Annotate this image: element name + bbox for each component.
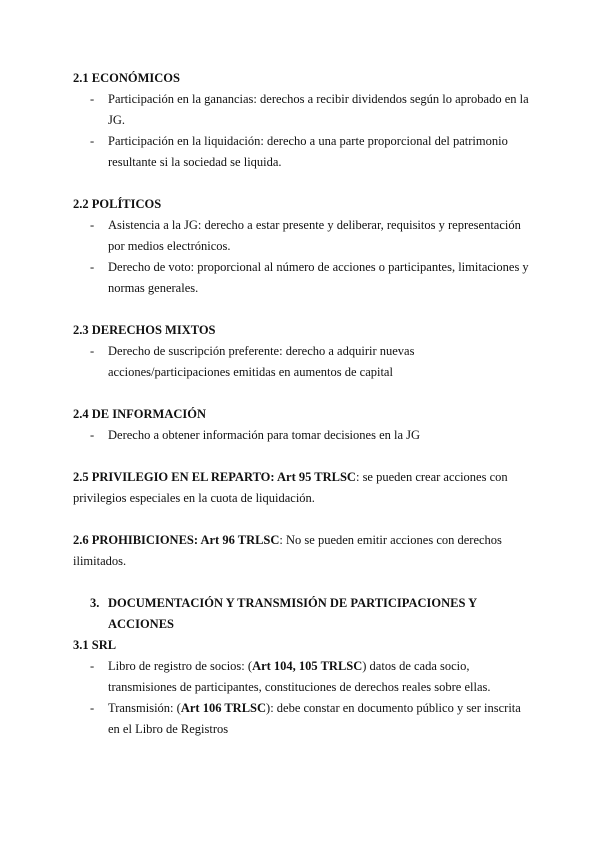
section-2-6-article-ref: Art 96 TRLSC — [200, 533, 280, 547]
section-2-6-separator: : — [193, 533, 201, 547]
section-2-2-heading: 2.2 POLÍTICOS — [73, 197, 162, 211]
item-text: ): debe constar en documento público y ser inscrita en el Libro de Registros — [108, 701, 521, 736]
section-2-5-text: : se pueden crear acciones con privilegios especiales en la cuota de liquidación. — [73, 470, 508, 505]
section-2-2-list — [73, 215, 533, 299]
section-2-4-heading: 2.4 DE INFORMACIÓN — [73, 407, 206, 421]
section-3-title: DOCUMENTACIÓN Y TRANSMISIÓN DE PARTICIPACIONES Y ACCIONES — [108, 596, 477, 631]
section-2-3-heading: 2.3 DERECHOS MIXTOS — [73, 323, 216, 337]
item-text: ) datos de cada socio, transmisiones de participantes, constituciones de derechos reales sobre ellas. — [108, 659, 491, 694]
list-item: - Asistencia a la JG: derecho a estar presente y deliberar, requisitos y representación por medios electrónicos. — [73, 215, 533, 257]
section-2-5-separator: : — [270, 470, 278, 484]
section-3-heading — [73, 593, 533, 635]
section-2-1-list — [73, 89, 533, 173]
section-3-number: 3. — [90, 596, 100, 610]
item-text: Transmisión: ( — [108, 701, 181, 715]
section-2-3-list — [73, 341, 533, 383]
list-item — [73, 698, 533, 740]
section-2-5-article-ref: Art 95 TRLSC — [277, 470, 356, 484]
article-ref: Art 106 TRLSC — [180, 701, 267, 715]
section-3-1-heading: 3.1 SRL — [73, 638, 117, 652]
section-2-5-title: 2.5 PRIVILEGIO EN EL REPARTO — [73, 470, 271, 484]
article-ref: Art 104, 105 TRLSC — [252, 659, 363, 673]
section-3-1-list — [73, 656, 533, 740]
section-2-5-paragraph — [73, 467, 533, 509]
section-2-4-list — [73, 425, 533, 446]
list-item — [73, 656, 533, 698]
list-item: - Derecho de voto: proporcional al número de acciones o participantes, limitaciones y normas generales. — [73, 257, 533, 299]
section-2-6-text: : No se pueden emitir acciones con derechos ilimitados. — [73, 533, 502, 568]
list-item: - Participación en la ganancias: derechos a recibir dividendos según lo aprobado en la JG. — [73, 89, 533, 131]
section-2-1-heading: 2.1 ECONÓMICOS — [73, 71, 180, 85]
item-text: Libro de registro de socios: ( — [108, 659, 253, 673]
section-2-6-paragraph — [73, 530, 533, 572]
section-2-6-title: 2.6 PROHIBICIONES — [73, 533, 194, 547]
list-item: - Derecho a obtener información para tomar decisiones en la JG — [73, 425, 533, 446]
document-page — [73, 68, 533, 740]
list-item: - Derecho de suscripción preferente: derecho a adquirir nuevas acciones/participaciones emitidas en aumentos de capital — [73, 341, 533, 383]
list-item: - Participación en la liquidación: derecho a una parte proporcional del patrimonio resultante si la sociedad se liquida. — [73, 131, 533, 173]
